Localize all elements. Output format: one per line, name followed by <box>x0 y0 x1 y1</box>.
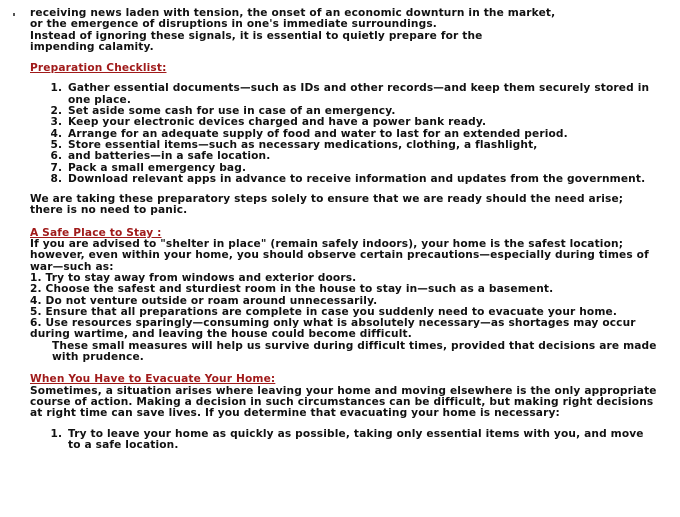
checklist-closing: We are taking these preparatory steps solely to ensure that we are ready should the need arise; there is no need to panic. <box>30 193 624 217</box>
safe-place-heading: A Safe Place to Stay : <box>30 226 162 239</box>
checklist-list <box>30 83 658 185</box>
checklist-heading: Preparation Checklist: <box>30 62 167 75</box>
intro-line-3: Instead of ignoring these signals, it is essential to quietly prepare for the <box>30 29 483 42</box>
checklist-item: 2. Set aside some cash for use in case of an emergency. <box>66 106 658 117</box>
evacuate-heading: When You Have to Evacuate Your Home: <box>30 373 276 386</box>
intro-line-2: or the emergence of disruptions in one's immediate surroundings. <box>30 18 437 31</box>
evacuate-list <box>30 429 658 452</box>
safe-place-item: 1. Try to stay away from windows and exterior doors. <box>30 271 357 284</box>
checklist-item: 5. Store essential items—such as necessary medications, clothing, a flashlight, <box>66 140 658 151</box>
scan-speck <box>13 13 15 16</box>
checklist-item: 1. Gather essential documents—such as IDs and other records—and keep them securely stored in one place. <box>66 83 658 106</box>
checklist-item: 3. Keep your electronic devices charged and have a power bank ready. <box>66 117 658 128</box>
safe-place-item: 4. Do not venture outside or roam around unnecessarily. <box>30 294 378 307</box>
intro-line-4: impending calamity. <box>30 40 154 53</box>
evacuate-item: 1. Try to leave your home as quickly as possible, taking only essential items with you, and move to a safe location. <box>66 429 658 452</box>
safe-place-item: 5. Ensure that all preparations are complete in case you suddenly need to evacuate your home. <box>30 305 618 318</box>
checklist-item: 8. Download relevant apps in advance to receive information and updates from the government. <box>66 174 658 185</box>
checklist-item: 7. Pack a small emergency bag. <box>66 163 658 174</box>
safe-place-item: 6. Use resources sparingly—consuming only what is absolutely necessary—as shortages may occur during wartime, and leaving the house could become difficult. <box>30 317 636 341</box>
document-page <box>30 8 658 451</box>
intro-line-1: receiving news laden with tension, the onset of an economic downturn in the market, <box>30 7 556 19</box>
evacuate-intro: Sometimes, a situation arises where leaving your home and moving elsewhere is the only appropriate course of action. Making a decision in such circumstances can be difficult, but making right decisions at right time can save lives. If you determine that evacuating your home is necessary: <box>30 384 657 420</box>
safe-place-closing: These small measures will help us survive during difficult times, provided that decisions are made with prudence. <box>52 339 657 364</box>
checklist-item: 4. Arrange for an adequate supply of food and water to last for an extended period. <box>66 129 658 140</box>
safe-place-item: 2. Choose the safest and sturdiest room in the house to stay in—such as a basement. <box>30 283 554 296</box>
checklist-item: 6. and batteries—in a safe location. <box>66 151 658 162</box>
safe-place-intro: If you are advised to "shelter in place" (remain safely indoors), your home is the safest location; however, even within your home, you should observe certain precautions—especially during times of war—such as: <box>30 238 649 273</box>
